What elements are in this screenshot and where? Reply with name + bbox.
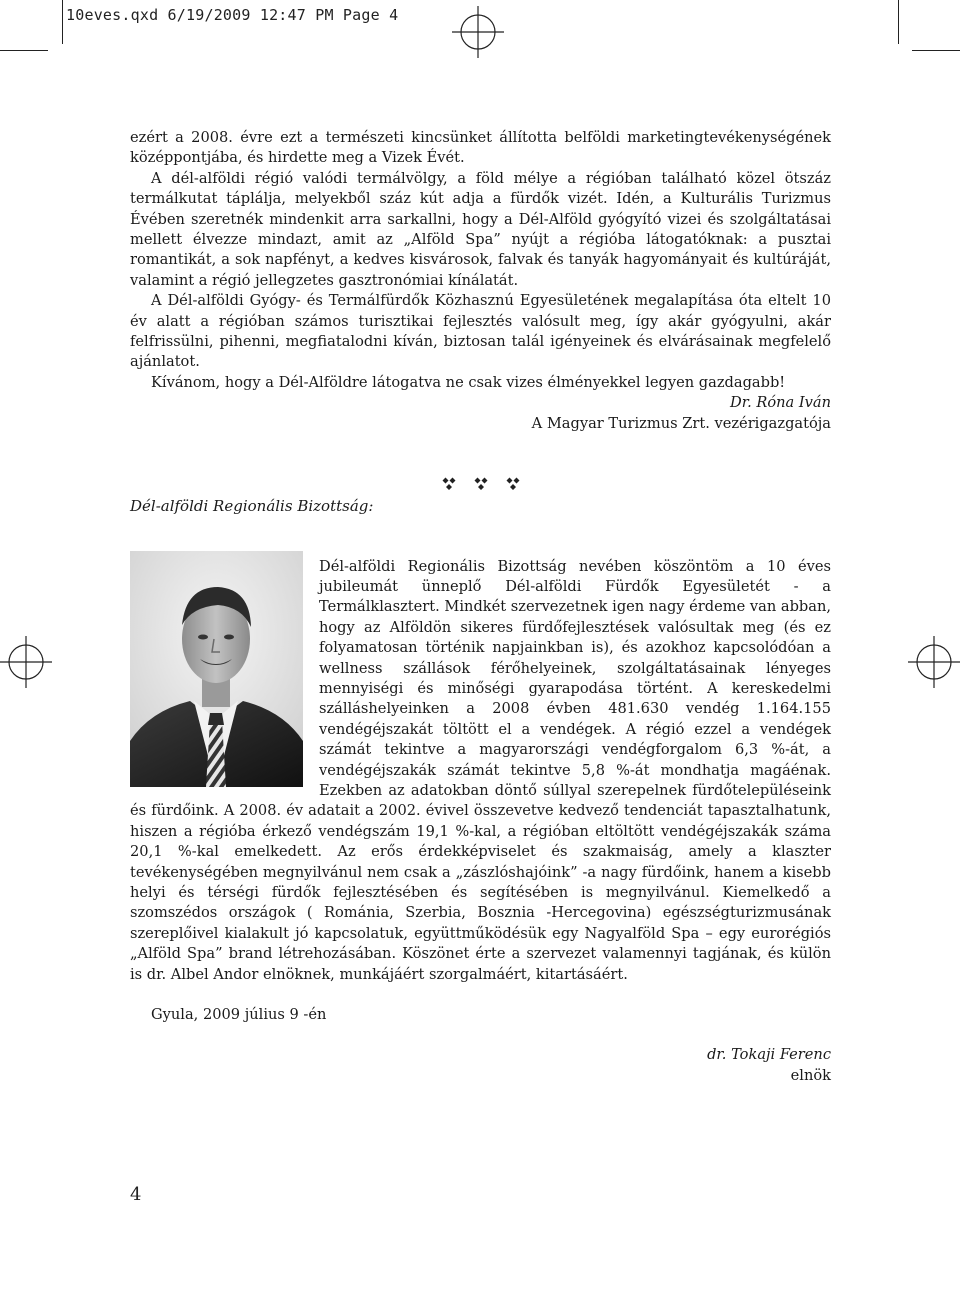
crop-mark — [62, 0, 63, 44]
print-slug: 10eves.qxd 6/19/2009 12:47 PM Page 4 — [66, 6, 399, 24]
signature-title: A Magyar Turizmus Zrt. vezérigazgatója — [531, 414, 831, 432]
crop-mark — [0, 50, 48, 51]
section-title: Dél-alföldi Regionális Bizottság: — [130, 497, 374, 516]
paragraph: A dél-alföldi régió valódi termálvölgy, a föld mélye a régióban található közel ötszáz termálkutat táplálja, melyekből száz kút adja a fürdők vizét. Idén, a Kulturális Turizmus Évében szeretnék mindenkit arra sarkallni, hogy a Dél-Alföld gyógyító vizei és szolgáltatásai mellett élvezze mindazt, amit az „Alföld Spa” nyújt a régióba látogatóknak: a pusztai romantikát, a sok napfényt, a kedves kisvárosok, falvak és tanyák hagyományait és kultúráját, valamint a régió jellegzetes gasztronómiai kínálatát. — [130, 169, 831, 289]
signature-name: Dr. Róna Iván — [730, 394, 831, 412]
registration-mark-icon — [908, 636, 960, 688]
crop-mark — [912, 50, 960, 51]
paragraph: Dél-alföldi Regionális Bizottság nevében köszöntöm a 10 éves jubileumát ünneplő Dél-alföldi Fürdők Egyesületét - a Termálklasztert. Mindkét szervezetnek igen nagy érdeme van abban, hogy az Alföldön sikeres fürdőfejlesztések valósultak meg (és ez folyamatosan történik napjainkban is), és azokhoz kapcsolódóan a wellness szállások férőhelyeinek, szolgáltatásainak lényeges mennyiségi és minőségi gyarapodása történt. A kereskedelmi szálláshelyeinken a 2008 évben 481.630 vendég 1.164.155 vendégéjszakát töltött el a vendégek. A régió ezzel a vendégek számát tekintve a magyarországi vendégforgalom 6,3 %-át, a vendégéjszakák számát tekintve 5,8 %-át mondhatja magáénak. Ezekben az adatokban döntő súllyal szerepelnek fürdőtelepüléseink és fürdőink. A 2008. év adatait a 2002. évivel összevetve kedvező tendenciát tapasztalhatunk, hiszen a régióba érkező vendégszám 19,1 %-kal, a régióban eltöltött vendégéjszakák száma 20,1 %-kal emelkedett. Az erős érdekképviselet és szakmaiság, amely a klaszter tevékenységében megnyilvánul nem csak a „zászlóshajóink” -a nagy fürdőink, hanem a kisebb helyi és térségi fürdők fejlesztésében és segítésében is megnyilvánul. Kiemelkedő a szomszédos országok ( Románia, Szerbia, Bosznia -Hercegovina) egészségturizmusának szereplőivel kialakult jó kapcsolatuk, együttműködésük egy Nagyalföld Spa – egy eurorégiós „Alföld Spa” brand létrehozásában. Köszönet érte a szervezet valamennyi tagjának, és külön is dr. Albel Andor elnöknek, munkájáért szorgalmáért, kitartásáért. — [130, 557, 831, 983]
diamond-ornament-icon — [505, 476, 521, 492]
portrait-photo — [130, 551, 303, 787]
paragraph: ezért a 2008. évre ezt a természeti kincsünket állította belföldi marketingtevékenységének középpontjába, és hirdette meg a Vizek Évét. — [130, 129, 831, 167]
signature-title: elnök — [790, 1066, 831, 1084]
document-body — [130, 128, 831, 1086]
diamond-ornament-icon — [473, 476, 489, 492]
section-separator — [130, 476, 831, 496]
registration-mark-icon — [0, 636, 52, 688]
signature-name: dr. Tokaji Ferenc — [707, 1046, 831, 1064]
paragraph: Kívánom, hogy a Dél-Alföldre látogatva ne csak vizes élményekkel legyen gazdagabb! — [151, 373, 786, 391]
registration-mark-icon — [452, 6, 504, 58]
diamond-ornament-icon — [441, 476, 457, 492]
page-number: 4 — [130, 1184, 142, 1205]
dateline: Gyula, 2009 július 9 -én — [151, 1006, 327, 1024]
paragraph: A Dél-alföldi Gyógy- és Termálfürdők Közhasznú Egyesületének megalapítása óta eltelt 10 év alatt a régióban számos turisztikai fejlesztés valósult meg, így akár gyógyulni, akár felfrissülni, pihenni, megfiatalodni kíván, biztosan talál igényeinek és elvárásainak megfelelő ajánlatot. — [130, 292, 831, 371]
crop-mark — [898, 0, 899, 44]
